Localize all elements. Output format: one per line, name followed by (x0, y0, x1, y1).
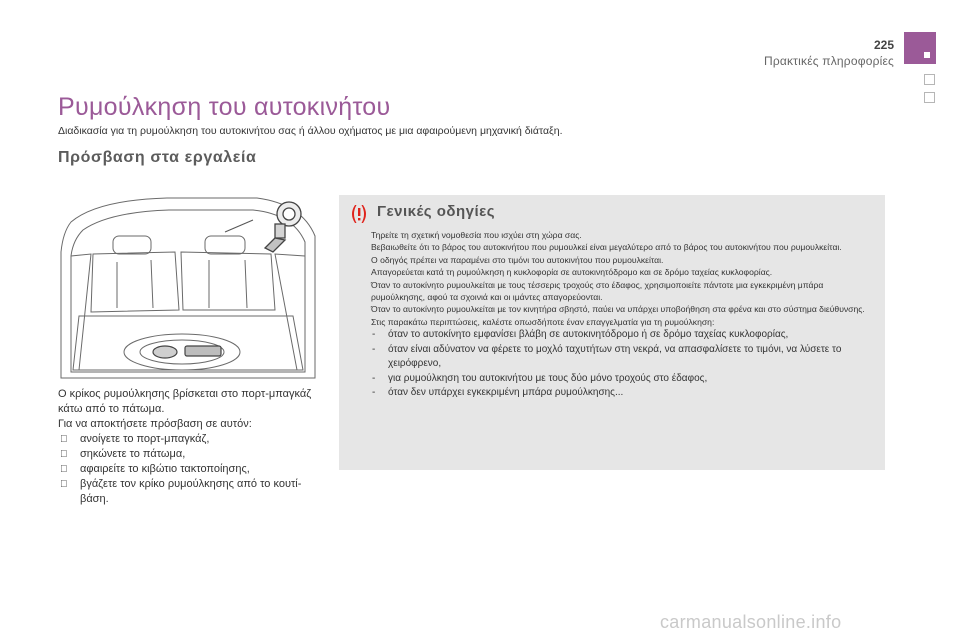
notice-body (371, 229, 879, 401)
case-marker: - (372, 372, 376, 384)
notice-paragraph: Ο οδηγός πρέπει να παραμένει στο τιμόνι του αυτοκινήτου που ρυμουλκείται. (371, 254, 664, 265)
cases-list (371, 328, 879, 401)
case-marker: - (372, 329, 376, 341)
chapter-tab-box[interactable] (924, 74, 935, 85)
case-text: όταν είναι αδύνατον να φέρετε το μοχλό ταχυτήτων στη νεκρά, να απασφαλίσετε το τιμόνι, να λύσετε το χειρόφρενο, (388, 343, 842, 370)
case-text: όταν το αυτοκίνητο εμφανίσει βλάβη σε αυτοκινητόδρομο ή σε δρόμο ταχείας κυκλοφορίας, (388, 329, 789, 341)
intro-section (58, 387, 328, 507)
case-text: όταν δεν υπάρχει εγκεκριμένη μπάρα ρυμούλκησης... (388, 387, 624, 399)
case-marker: - (372, 387, 376, 399)
steps-list (58, 432, 328, 507)
intro-paragraph: Ο κρίκος ρυμούλκησης βρίσκεται στο πορτ-μπαγκάζ κάτω από το πάτωμα. (58, 388, 312, 415)
notice-paragraph: Τηρείτε τη σχετική νομοθεσία που ισχύει στη χώρα σας. (371, 230, 582, 240)
section-name: Πρακτικές πληροφορίες (763, 54, 894, 68)
step-item (58, 447, 328, 462)
case-text: για ρυμούλκηση του αυτοκινήτου με τους δύο μόνο τροχούς στο έδαφος, (388, 372, 708, 384)
trunk-illustration (57, 192, 319, 380)
notice-paragraph: Όταν το αυτοκίνητο ρυμουλκείται με τον κινητήρα σβηστό, παύει να υπάρχει υποβοήθηση στα φρένα και στο σύστημα διεύθυνσης. (371, 304, 865, 315)
notice-paragraph: Βεβαιωθείτε ότι το βάρος του αυτοκινήτου που ρυμουλκεί είναι μεγαλύτερο από το βάρος του αυτοκινήτου που ρυμουλκείται. (371, 242, 842, 253)
notice-paragraph: Απαγορεύεται κατά τη ρυμούλκηση η κυκλοφορία σε αυτοκινητόδρομο και σε δρόμο ταχείας κυκλοφορίας. (371, 267, 773, 278)
chapter-tab-active[interactable] (904, 32, 936, 64)
case-item (371, 343, 879, 372)
case-marker: - (372, 343, 376, 355)
section-heading: Πρόσβαση στα εργαλεία (58, 149, 257, 166)
step-marker-icon (60, 462, 68, 477)
step-text: αφαιρείτε το κιβώτιο τακτοποίησης, (80, 463, 250, 475)
page-subtitle: Διαδικασία για τη ρυμούλκηση του αυτοκινήτου σας ή άλλου οχήματος με μια αφαιρούμενη μηχανική διάταξη. (58, 125, 563, 137)
step-text: βγάζετε τον κρίκο ρυμούλκησης από το κουτί-βάση. (80, 478, 302, 505)
tab-marker-icon (924, 52, 930, 58)
page-number: 225 (873, 38, 894, 52)
step-text: σηκώνετε το πάτωμα, (80, 448, 186, 460)
step-marker-icon (60, 447, 68, 462)
watermark: carmanualsonline.info (660, 612, 842, 632)
chapter-tab-box[interactable] (924, 92, 935, 103)
general-instructions-box (339, 195, 885, 470)
case-item (371, 386, 879, 401)
notice-title: Γενικές οδηγίες (377, 203, 496, 220)
step-item (58, 462, 328, 477)
step-item (58, 477, 328, 507)
page-title: Ρυμούλκηση του αυτοκινήτου (58, 93, 391, 121)
intro-paragraph: Για να αποκτήσετε πρόσβαση σε αυτόν: (58, 418, 252, 430)
case-item (371, 328, 879, 343)
step-marker-icon (60, 432, 68, 447)
step-item (58, 432, 328, 447)
notice-paragraph: Στις παρακάτω περιπτώσεις, καλέστε οπωσδήποτε έναν επαγγελματία για τη ρυμούλκηση: (371, 316, 715, 327)
notice-paragraph: Όταν το αυτοκίνητο ρυμουλκείται με τους τέσσερις τροχούς στο έδαφος, χρησιμοποιείτε πάντοτε μια εγκεκριμένη μπάρα ρυμούλκησης, αφού τα σχοινιά και οι ιμάντες απαγορεύονται. (371, 279, 824, 303)
case-item (371, 372, 879, 387)
warning-icon (348, 204, 370, 224)
step-marker-icon (60, 477, 68, 492)
step-text: ανοίγετε το πορτ-μπαγκάζ, (80, 433, 210, 445)
